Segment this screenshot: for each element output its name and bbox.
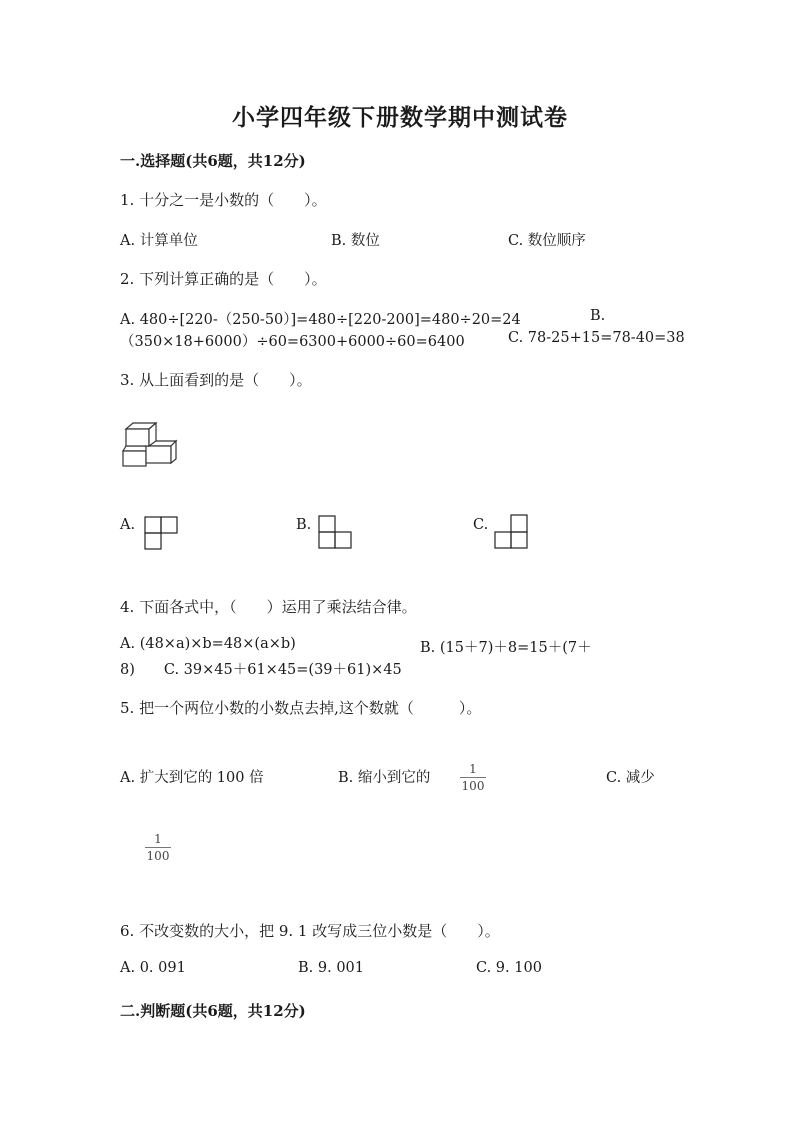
question-4: 4. 下面各式中，（ ）运用了乘法结合律。 (120, 598, 417, 616)
q2-option-c[interactable]: C. 78-25+15=78-40=38 (508, 330, 685, 346)
q4-option-a[interactable]: A. (48×a)×b=48×(a×b) (120, 636, 296, 652)
question-5: 5. 把一个两位小数的小数点去掉,这个数就（ ）。 (120, 699, 482, 717)
q3-option-c-grid (494, 514, 528, 550)
q1-option-b[interactable]: B. 数位 (331, 233, 380, 249)
page-title: 小学四年级下册数学期中测试卷 (232, 104, 568, 131)
question-6: 6. 不改变数的大小，把 9. 1 改写成三位小数是（ ）。 (120, 922, 500, 940)
q6-option-b[interactable]: B. 9. 001 (298, 960, 364, 976)
q2-option-b-expression: （350×18+6000）÷60=6300+6000÷60=6400 (120, 334, 465, 350)
q6-option-c[interactable]: C. 9. 100 (476, 960, 542, 976)
cube-stack-figure (118, 420, 182, 468)
q2-option-a[interactable]: A. 480÷[220-（250-50）]=480÷[220-200]=480÷20=24 (120, 312, 521, 328)
q3-option-a[interactable]: A. (120, 517, 136, 533)
q2-option-b-label[interactable]: B. (590, 308, 606, 324)
q4-option-b[interactable]: B. (15＋7)＋8=15＋(7＋ (420, 640, 592, 656)
q3-option-b[interactable]: B. (296, 517, 312, 533)
q5-option-a[interactable]: A. 扩大到它的 100 倍 (120, 770, 264, 786)
q5-option-b[interactable]: B. 缩小到它的 (338, 770, 431, 786)
fraction-numerator: 1 (154, 832, 162, 846)
question-2: 2. 下列计算正确的是（ ）。 (120, 270, 327, 288)
q5-option-c[interactable]: C. 减少 (606, 770, 655, 786)
q3-option-b-grid (318, 515, 352, 549)
q6-option-a[interactable]: A. 0. 091 (120, 960, 186, 976)
q5-option-c-fraction (145, 832, 171, 863)
q1-option-a[interactable]: A. 计算单位 (120, 233, 198, 249)
q3-option-a-grid (144, 516, 178, 550)
q3-option-c[interactable]: C. (473, 517, 489, 533)
q4-option-b-cont-and-c[interactable]: 8) C. 39×45＋61×45=(39＋61)×45 (120, 662, 402, 678)
fraction-numerator: 1 (469, 762, 477, 776)
fraction-denominator: 100 (461, 779, 485, 793)
question-1: 1. 十分之一是小数的（ ）。 (120, 191, 327, 209)
q5-option-b-fraction (460, 762, 486, 793)
fraction-denominator: 100 (146, 849, 170, 863)
q1-option-c[interactable]: C. 数位顺序 (508, 233, 586, 249)
section-heading-true-false: 二.判断题(共6题，共12分) (120, 1002, 306, 1020)
question-3: 3. 从上面看到的是（ ）。 (120, 371, 312, 389)
section-heading-choice: 一.选择题(共6题，共12分) (120, 152, 306, 170)
